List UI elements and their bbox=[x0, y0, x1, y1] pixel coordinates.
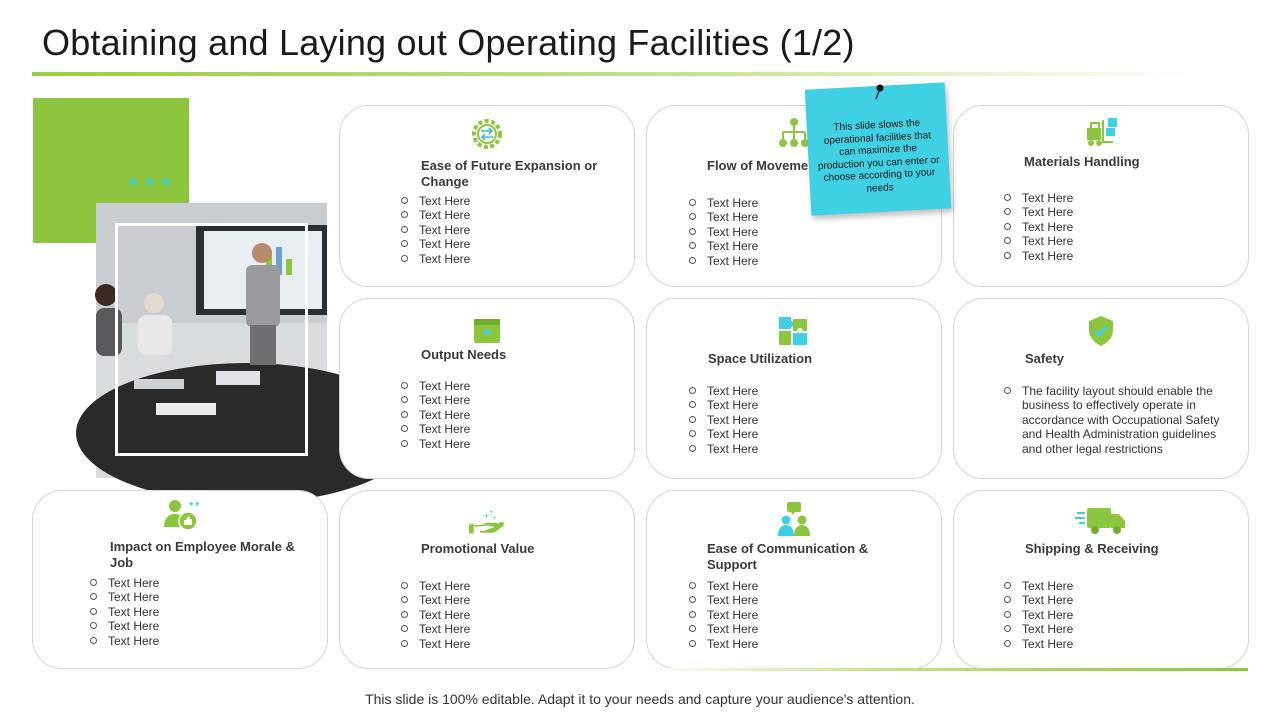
card-heading: Impact on Employee Morale & Job bbox=[110, 539, 295, 570]
title-underline bbox=[32, 72, 1192, 76]
list-item: Text Here bbox=[401, 637, 470, 651]
list-item: Text Here bbox=[689, 413, 758, 427]
card-materials-handling bbox=[953, 105, 1249, 287]
list-item: Text Here bbox=[1004, 622, 1073, 636]
card-list bbox=[689, 196, 758, 268]
list-item: Text Here bbox=[689, 196, 758, 210]
card-heading: Space Utilization bbox=[708, 351, 813, 366]
footer-note: This slide is 100% editable. Adapt it to your needs and capture your audience's attention. bbox=[365, 691, 915, 707]
list-item: Text Here bbox=[90, 634, 159, 648]
card-list bbox=[689, 579, 758, 651]
list-item: Text Here bbox=[1004, 191, 1073, 205]
card-space-utilization bbox=[646, 298, 942, 479]
card-shipping-receiving bbox=[953, 490, 1249, 669]
list-item: Text Here bbox=[689, 622, 758, 636]
user-thumbs-up-icon bbox=[162, 497, 201, 533]
card-safety bbox=[953, 298, 1249, 479]
list-item: Text Here bbox=[401, 437, 470, 451]
card-heading: Output Needs bbox=[421, 347, 507, 362]
list-item: Text Here bbox=[401, 608, 470, 622]
card-communication-support bbox=[646, 490, 942, 669]
list-item: Text Here bbox=[401, 252, 470, 266]
push-pin-icon bbox=[874, 84, 884, 100]
list-item: Text Here bbox=[401, 579, 470, 593]
list-item: Text Here bbox=[689, 579, 758, 593]
card-description: The facility layout should enable the business to effectively operate in accordance with Occupational Safety and Health Administration guidelines and other legal restrictions bbox=[1004, 384, 1227, 456]
list-item: Text Here bbox=[90, 576, 159, 590]
svg-text:+: + bbox=[491, 515, 497, 523]
list-item: Text Here bbox=[689, 254, 758, 268]
list-item: Text Here bbox=[689, 427, 758, 441]
card-employee-morale bbox=[32, 490, 328, 669]
list-item: Text Here bbox=[401, 422, 470, 436]
puzzle-icon bbox=[776, 313, 812, 349]
list-item: Text Here bbox=[1004, 249, 1073, 263]
svg-text:+: + bbox=[488, 508, 494, 516]
list-item: Text Here bbox=[689, 637, 758, 651]
list-item: Text Here bbox=[689, 225, 758, 239]
box-icon bbox=[469, 313, 505, 349]
card-list bbox=[689, 384, 758, 456]
card-list bbox=[401, 579, 470, 651]
list-item: Text Here bbox=[1004, 637, 1073, 651]
card-output-needs bbox=[339, 298, 635, 479]
shield-check-icon bbox=[1083, 313, 1119, 349]
list-item: Text Here bbox=[401, 393, 470, 407]
list-item: Text Here bbox=[1004, 205, 1073, 219]
sticky-note bbox=[805, 82, 951, 215]
card-ease-of-expansion bbox=[339, 105, 635, 287]
truck-icon bbox=[1075, 503, 1127, 539]
list-item: Text Here bbox=[689, 593, 758, 607]
photo-frame bbox=[115, 223, 308, 456]
list-item: Text Here bbox=[689, 608, 758, 622]
slide-title: Obtaining and Laying out Operating Facilities (1/2) bbox=[42, 22, 855, 63]
card-heading: Shipping & Receiving bbox=[1025, 541, 1159, 556]
plus-decoration: +++ bbox=[128, 172, 178, 192]
list-item: Text Here bbox=[401, 194, 470, 208]
card-heading: Flow of Moveme bbox=[707, 158, 809, 173]
list-item: Text Here bbox=[1004, 234, 1073, 248]
svg-text:+: + bbox=[483, 510, 490, 520]
list-item: Text Here bbox=[401, 237, 470, 251]
list-item: Text Here bbox=[689, 210, 758, 224]
list-item: Text Here bbox=[401, 622, 470, 636]
list-item: Text Here bbox=[401, 223, 470, 237]
list-item: Text Here bbox=[401, 379, 470, 393]
card-list bbox=[401, 194, 470, 266]
hand-sparkle-icon bbox=[469, 503, 505, 539]
bottom-accent-line bbox=[640, 668, 1248, 671]
list-item: Text Here bbox=[689, 398, 758, 412]
list-item: Text Here bbox=[1004, 579, 1073, 593]
list-item: Text Here bbox=[1004, 608, 1073, 622]
card-list bbox=[401, 379, 470, 451]
svg-text:★★: ★★ bbox=[188, 500, 201, 508]
list-item: Text Here bbox=[401, 593, 470, 607]
list-item: Text Here bbox=[90, 619, 159, 633]
card-heading: Promotional Value bbox=[421, 541, 535, 556]
card-list bbox=[1004, 191, 1073, 263]
forklift-icon bbox=[1083, 114, 1119, 150]
card-heading: Ease of Communication & Support bbox=[707, 541, 869, 572]
list-item: Text Here bbox=[401, 208, 470, 222]
card-heading: Ease of Future Expansion or Change bbox=[421, 158, 598, 189]
list-item: Text Here bbox=[90, 605, 159, 619]
list-item: Text Here bbox=[689, 384, 758, 398]
card-promotional-value bbox=[339, 490, 635, 669]
card-heading: Materials Handling bbox=[1024, 154, 1140, 169]
gear-arrows-icon bbox=[469, 116, 505, 152]
list-item: Text Here bbox=[1004, 220, 1073, 234]
card-list bbox=[90, 576, 159, 648]
list-item: Text Here bbox=[401, 408, 470, 422]
list-item: Text Here bbox=[689, 442, 758, 456]
list-item: Text Here bbox=[1004, 593, 1073, 607]
card-heading: Safety bbox=[1025, 351, 1065, 366]
list-item: Text Here bbox=[90, 590, 159, 604]
sticky-note-text: This slide slows the operational facilities that can maximize the production you can enter or choose according to your needs bbox=[817, 117, 940, 195]
people-chat-icon bbox=[776, 501, 812, 537]
list-item: Text Here bbox=[689, 239, 758, 253]
card-list bbox=[1004, 579, 1073, 651]
